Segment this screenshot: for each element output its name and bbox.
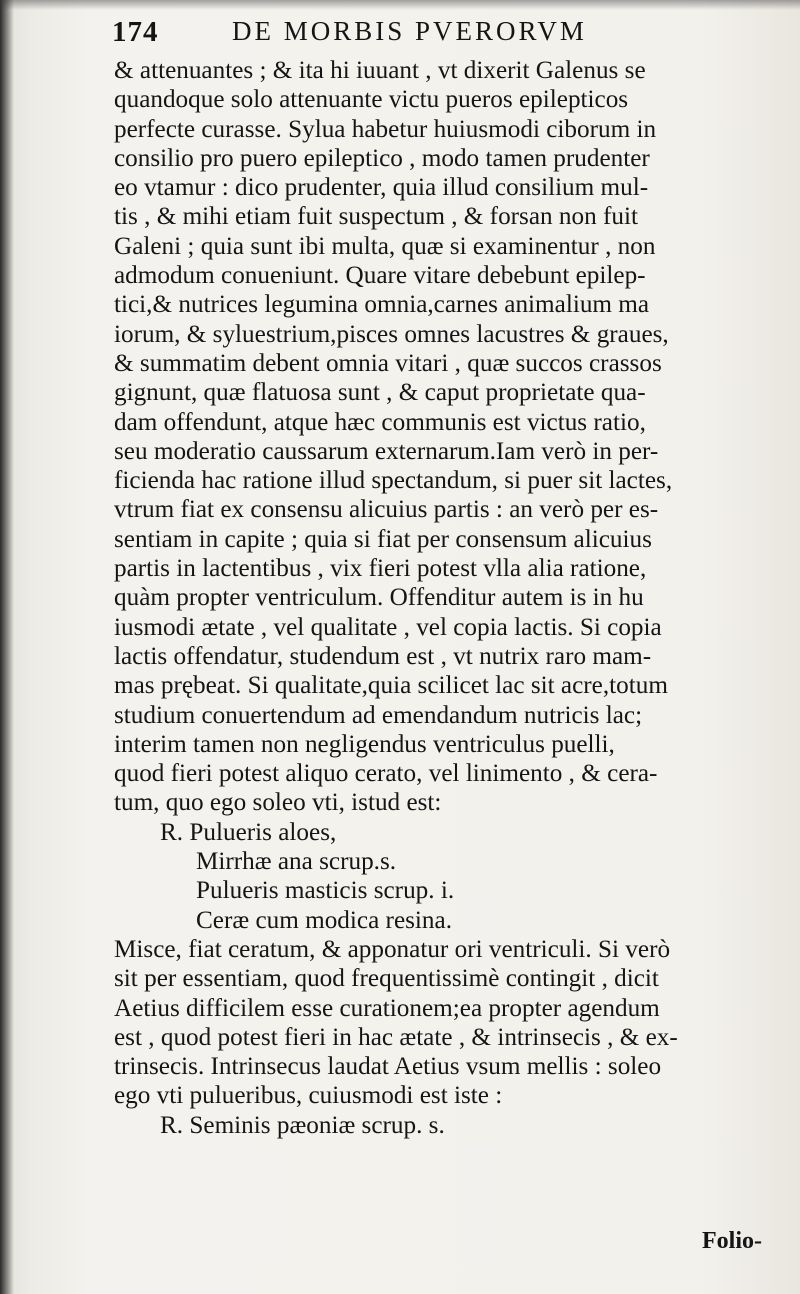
catchword: Folio- — [702, 1228, 762, 1254]
page-number: 174 — [112, 16, 159, 48]
text-line: mas prębeat. Si qualitate,quia scilicet lac sit acre,totum — [114, 672, 668, 700]
text-line: quàm propter ventriculum. Offenditur autem is in hu — [114, 584, 644, 612]
text-line: tum, quo ego soleo vti, istud est: — [114, 789, 442, 817]
text-line: eo vtamur : dico prudenter, quia illud consilium mul- — [114, 174, 649, 202]
recipe-1-item: Ceræ cum modica resina. — [196, 906, 452, 934]
body-text — [114, 56, 766, 1140]
text-line: perfecte curasse. Sylua habetur huiusmodi ciborum in — [114, 115, 657, 143]
text-line: iusmodi ætate , vel qualitate , vel copia lactis. Si copia — [114, 613, 662, 641]
text-line: trinsecis. Intrinsecus laudat Aetius vsum mellis : soleo — [114, 1053, 662, 1081]
text-line: tici,& nutrices legumina omnia,carnes animalium ma — [114, 291, 650, 319]
text-line: ego vti pulueribus, cuiusmodi est iste : — [114, 1082, 503, 1110]
text-line: admodum conueniunt. Quare vitare debebunt epilep- — [114, 262, 646, 290]
spine-shadow — [0, 0, 14, 1294]
text-line: quandoque solo attenuante victu pueros epilepticos — [114, 86, 629, 114]
text-line: tis , & mihi etiam fuit suspectum , & forsan non fuit — [114, 203, 638, 231]
text-line: seu moderatio caussarum externarum.Iam verò in per- — [114, 437, 659, 465]
text-line: lactis offendatur, studendum est , vt nutrix raro mam- — [114, 642, 652, 670]
text-line: Galeni ; quia sunt ibi multa, quæ si examinentur , non — [114, 232, 656, 260]
text-line: iorum, & syluestrium,pisces omnes lacustres & graues, — [114, 320, 669, 348]
text-line: & attenuantes ; & ita hi iuuant , vt dixerit Galenus se — [114, 57, 646, 84]
running-head — [112, 8, 712, 52]
text-line: Misce, fiat ceratum, & apponatur ori ventriculi. Si verò — [114, 935, 671, 963]
text-line: consilio pro puero epileptico , modo tamen prudenter — [114, 144, 650, 172]
text-line: ficienda hac ratione illud spectandum, si puer sit lactes, — [114, 467, 673, 495]
recipe-1-item: Pulueris masticis scrup. i. — [196, 877, 455, 905]
text-line: est , quod potest fieri in hac ætate , & intrinsecis , & ex- — [114, 1023, 678, 1051]
text-line: partis in lactentibus , vix fieri potest vlla alia ratione, — [114, 555, 647, 583]
text-line: sentiam in capite ; quia si fiat per consensum alicuius — [114, 525, 652, 553]
text-line: quod fieri potest aliquo cerato, vel linimento , & cera- — [114, 760, 658, 788]
text-line: Aetius difficilem esse curationem;ea propter agendum — [114, 994, 660, 1022]
text-line: vtrum fiat ex consensu alicuius partis : an verò per es- — [114, 496, 659, 524]
text-line: sit per essentiam, quod frequentissimè contingit , dicit — [114, 965, 659, 993]
text-line: gignunt, quæ flatuosa sunt , & caput proprietate qua- — [114, 379, 646, 407]
text-line: interim tamen non negligendus ventriculus puelli, — [114, 730, 615, 758]
recipe-1-item: Mirrhæ ana scrup.s. — [196, 848, 397, 876]
recipe-1-head: R. Pulueris aloes, — [160, 818, 337, 846]
text-line: studium conuertendum ad emendandum nutricis lac; — [114, 701, 643, 729]
text-line: & summatim debent omnia vitari , quæ succos crassos — [114, 349, 662, 377]
recipe-2-head: R. Seminis pæoniæ scrup. s. — [160, 1111, 445, 1139]
text-line: dam offendunt, atque hæc communis est victus ratio, — [114, 408, 646, 436]
running-title: DE MORBIS PVERORVM — [232, 16, 587, 46]
